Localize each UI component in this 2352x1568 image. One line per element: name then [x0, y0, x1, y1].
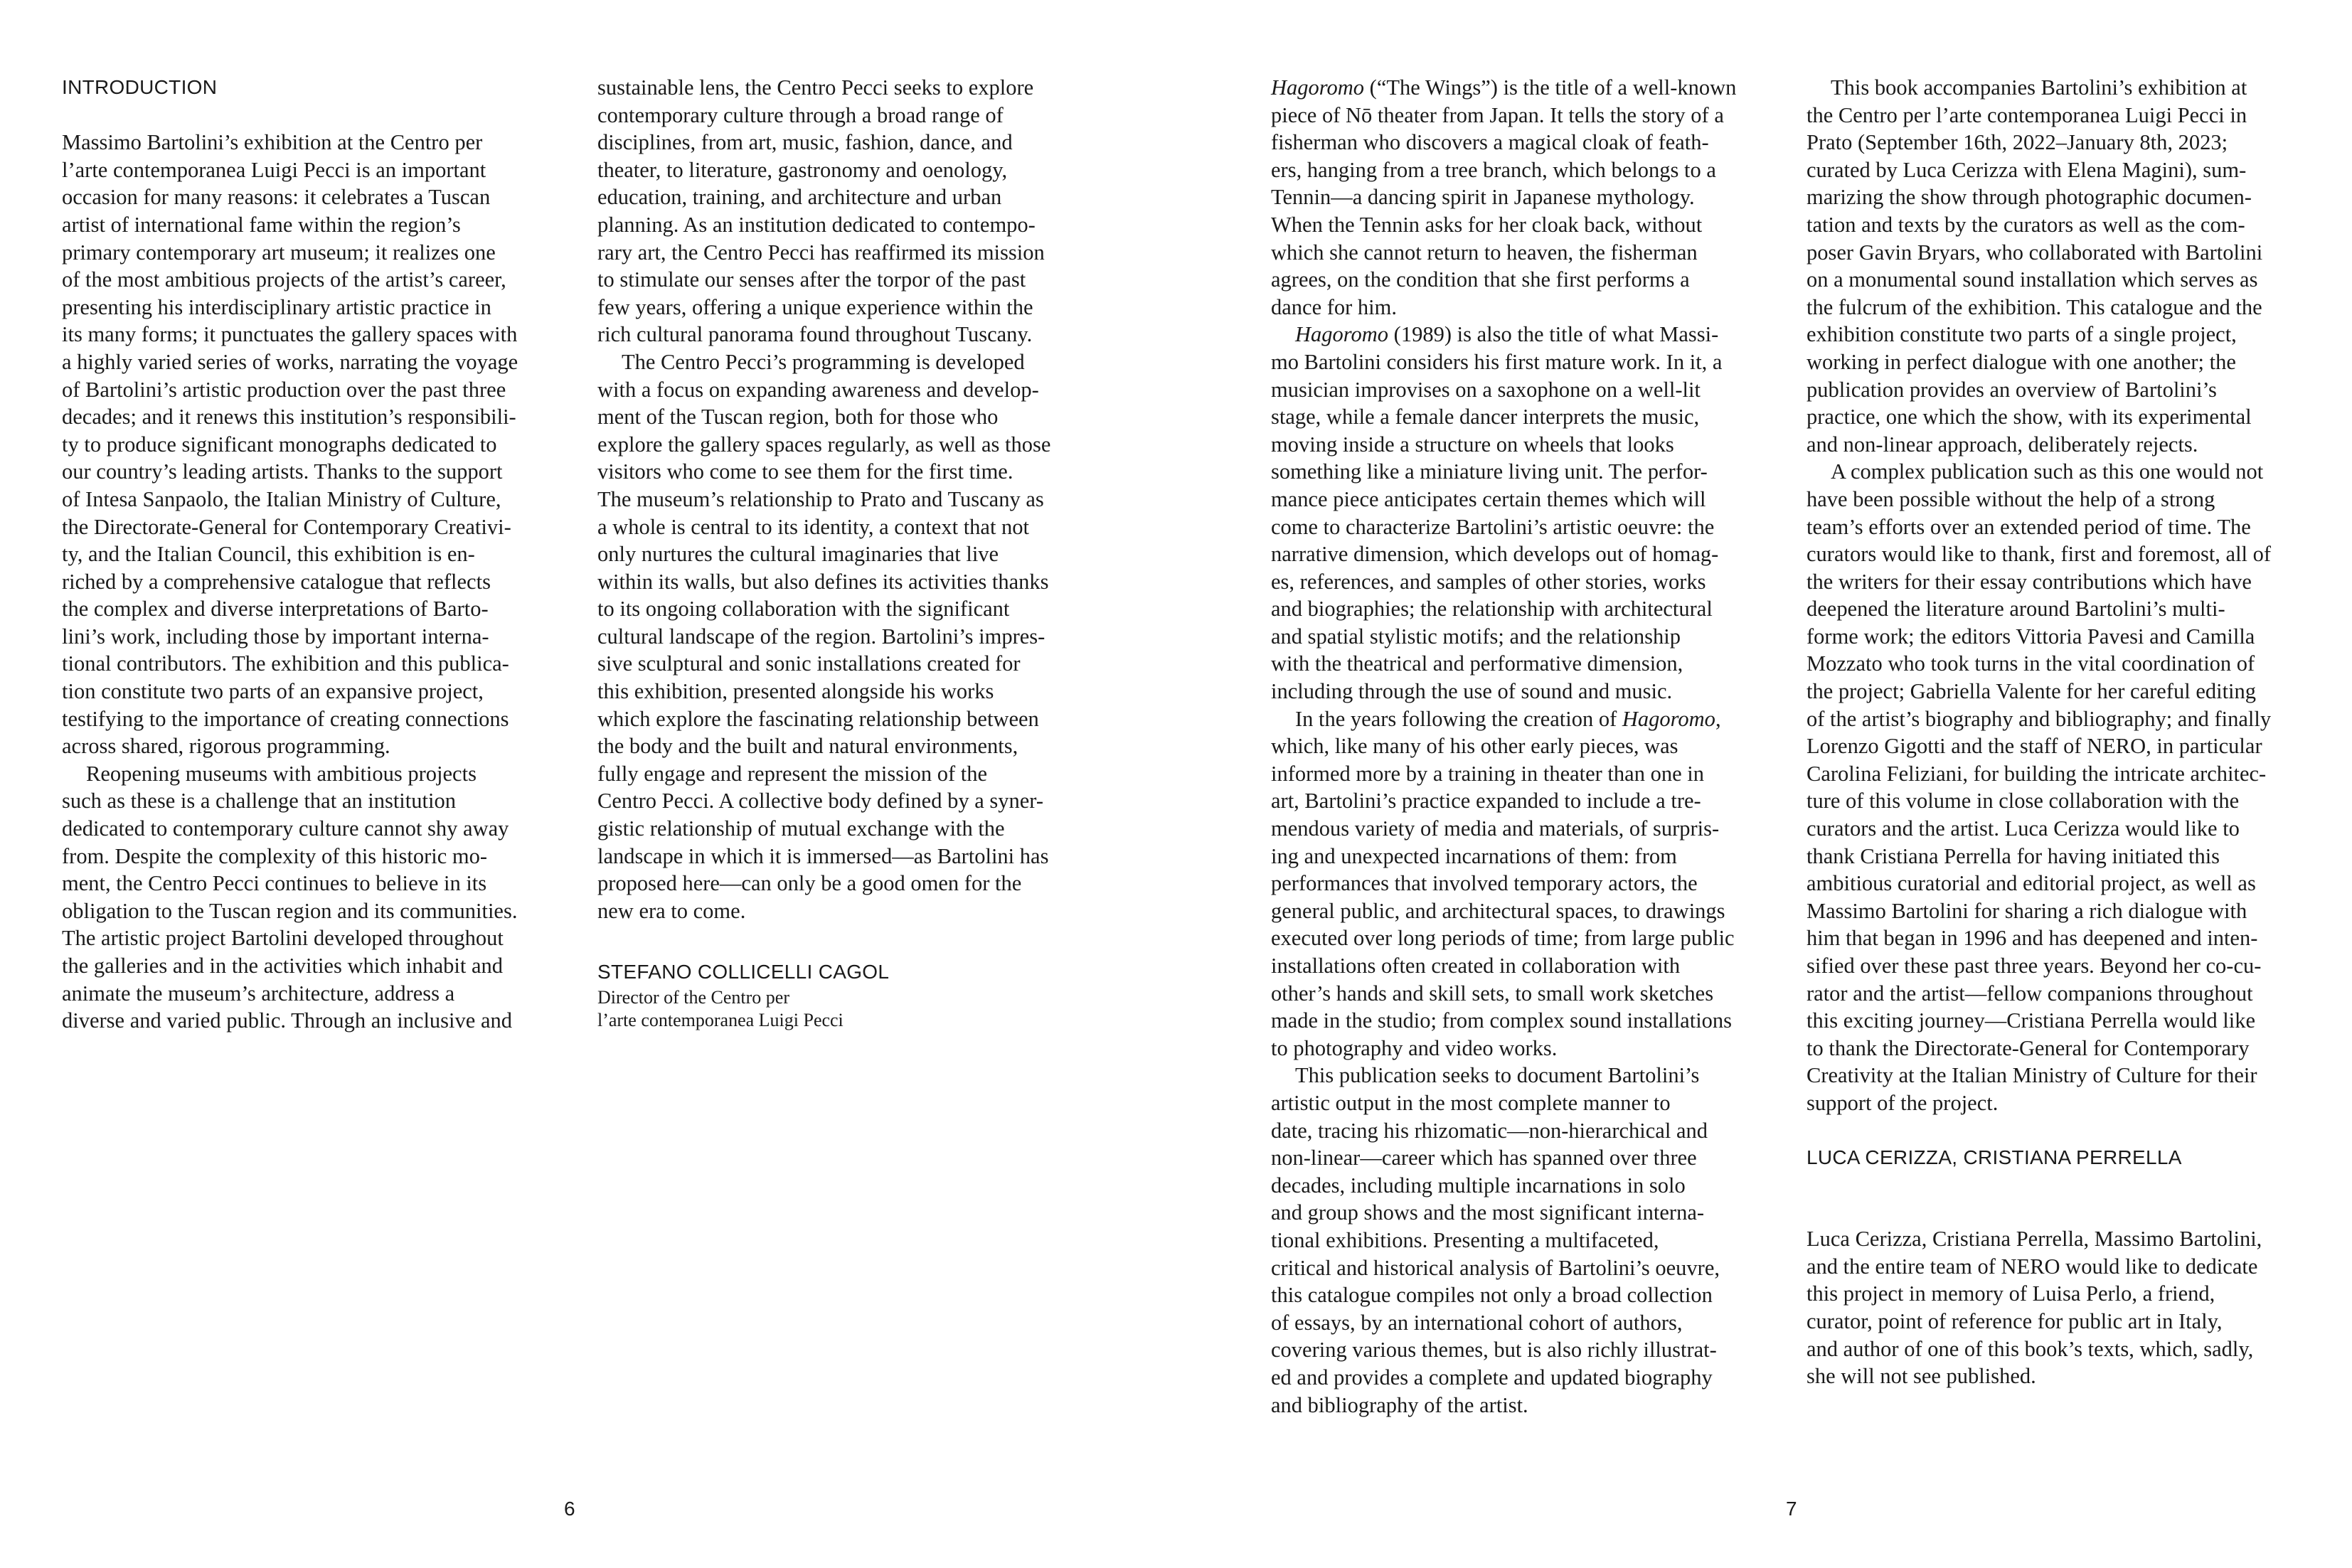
text-line: a whole is central to its identity, a context that not [597, 514, 1030, 539]
text-line: the complex and diverse interpretations of Barto- [62, 597, 489, 622]
text-line: of the most ambitious projects of the artist’s career, [62, 267, 506, 292]
text-line: this catalogue compiles not only a broad collection [1271, 1283, 1713, 1308]
text-line: dance for him. [1271, 294, 1397, 319]
text-line: agrees, on the condition that she first performs a [1271, 267, 1690, 292]
work-title: Hagoromo [1295, 322, 1389, 347]
text-line: have been possible without the help of a strong [1806, 486, 2215, 511]
text-line: critical and historical analysis of Bartolini’s oeuvre, [1271, 1255, 1720, 1280]
text-line: the writers for their essay contributions which have [1806, 569, 2252, 594]
author-role [597, 986, 1110, 1032]
text-line: practice, one which the show, with its experimental [1806, 405, 2252, 430]
text-line: of the artist’s biography and bibliography; and finally [1806, 706, 2272, 731]
text-line: our country’s leading artists. Thanks to the support [62, 459, 503, 484]
page-number-left: 6 [564, 1498, 575, 1520]
paragraph [62, 760, 574, 1035]
text-line: including through the use of sound and music. [1271, 679, 1673, 704]
text-line: disciplines, from art, music, fashion, dance, and [597, 130, 1013, 155]
section-heading [62, 74, 574, 102]
column-4 [1806, 74, 2319, 1390]
text-line: the body and the built and natural environments, [597, 734, 1018, 759]
paragraph [1271, 705, 1783, 1062]
text-line: ment, the Centro Pecci continues to believe in its [62, 871, 487, 896]
text-line: curated by Luca Cerizza with Elena Magini), sum- [1806, 157, 2247, 182]
text-line: theater, to literature, gastronomy and oenology, [597, 157, 1008, 182]
text-line: ment of the Tuscan region, both for those who [597, 405, 999, 430]
text-line: performances that involved temporary actors, the [1271, 871, 1698, 896]
text-line: cultural landscape of the region. Bartolini’s impres- [597, 624, 1045, 649]
text-line: Reopening museums with ambitious projects [86, 761, 477, 786]
text-line: on a monumental sound installation which serves as [1806, 267, 2258, 292]
text-line: him that began in 1996 and has deepened and inten- [1806, 926, 2258, 951]
text-line: with the theatrical and performative dimension, [1271, 651, 1683, 676]
text-line: fully engage and represent the mission of the [597, 761, 987, 786]
column-3 [1271, 74, 1783, 1419]
author-signature [1806, 1144, 2319, 1172]
text-line: This publication seeks to document Bartolini’s [1295, 1063, 1700, 1088]
text-line: musician improvises on a saxophone on a well-lit [1271, 377, 1701, 402]
text-line: ers, hanging from a tree branch, which belongs to a [1271, 157, 1716, 182]
column-2 [597, 74, 1110, 1032]
text-line: such as these is a challenge that an institution [62, 789, 456, 814]
text-line: piece of Nō theater from Japan. It tells the story of a [1271, 102, 1724, 127]
text-line: education, training, and architecture and urban [597, 185, 1002, 210]
text-line: mendous variety of media and materials, of surpris- [1271, 816, 1720, 841]
text-line: primary contemporary art museum; it realizes one [62, 240, 496, 265]
text-line: non-linear—career which has spanned over three [1271, 1146, 1697, 1170]
text-line: riched by a comprehensive catalogue that reflects [62, 569, 491, 594]
text-line: contemporary culture through a broad range of [597, 102, 1004, 127]
text-line: explore the gallery spaces regularly, as well as those [597, 432, 1051, 457]
text-line: to thank the Directorate-General for Contemporary [1806, 1035, 2250, 1060]
text-line: artistic output in the most complete manner to [1271, 1090, 1671, 1115]
text-line: planning. As an institution dedicated to contempo- [597, 212, 1036, 237]
text-line: occasion for many reasons: it celebrates a Tuscan [62, 185, 491, 210]
text-line: Mozzato who took turns in the vital coordination of [1806, 651, 2255, 676]
text-line: to its ongoing collaboration with the significant [597, 597, 1010, 622]
text-line: decades; and it renews this institution’s responsibili- [62, 405, 516, 430]
text-line: of Intesa Sanpaolo, the Italian Ministry of Culture, [62, 486, 501, 511]
paragraph [1271, 74, 1783, 321]
text-line: exhibition constitute two parts of a single project, [1806, 322, 2237, 347]
column-1 [62, 74, 574, 1035]
text-line: forme work; the editors Vittoria Pavesi and Camilla [1806, 624, 2255, 649]
text-line: few years, offering a unique experience within the [597, 294, 1033, 319]
text-line: new era to come. [597, 898, 746, 923]
text-line: A complex publication such as this one would not [1831, 459, 2264, 484]
text-line: the galleries and in the activities which inhabit and [62, 954, 503, 978]
text-line: artist of international fame within the region’s [62, 212, 461, 237]
text-line: INTRODUCTION [62, 76, 218, 98]
text-line: to photography and video works. [1271, 1035, 1558, 1060]
paragraph [1806, 74, 2319, 458]
text-line: STEFANO COLLICELLI CAGOL [597, 961, 890, 983]
work-title: Hagoromo [1622, 706, 1715, 731]
text-line: Creativity at the Italian Ministry of Culture for their [1806, 1063, 2257, 1088]
text-line: marizing the show through photographic documen- [1806, 185, 2252, 210]
text-line: mo Bartolini considers his first mature work. In it, a [1271, 349, 1723, 374]
text-line: its many forms; it punctuates the gallery spaces with [62, 322, 518, 347]
paragraph [1271, 321, 1783, 705]
text-line: publication provides an overview of Bartolini’s [1806, 377, 2217, 402]
page-number-right: 7 [1786, 1498, 1797, 1520]
text-line: rator and the artist—fellow companions throughout [1806, 981, 2253, 1006]
text-line: curators and the artist. Luca Cerizza would like to [1806, 816, 2240, 841]
text-line: come to characterize Bartolini’s artistic oeuvre: the [1271, 514, 1715, 539]
text-line: tional contributors. The exhibition and this publica- [62, 651, 509, 676]
text-line: When the Tennin asks for her cloak back, without [1271, 212, 1703, 237]
text-line: ty, and the Italian Council, this exhibition is en- [62, 542, 475, 567]
paragraph [1271, 1062, 1783, 1419]
text-line: and the entire team of NERO would like to dedicate [1806, 1254, 2258, 1279]
text-line: poser Gavin Bryars, who collaborated with Bartolini [1806, 240, 2263, 265]
text-line: the fulcrum of the exhibition. This catalogue and the [1806, 294, 2262, 319]
text-line: ty to produce significant monographs dedicated to [62, 432, 497, 457]
text-line: across shared, rigorous programming. [62, 734, 390, 759]
text-line: dedicated to contemporary culture cannot shy away [62, 816, 509, 841]
text-line: l’arte contemporanea Luigi Pecci is an important [62, 157, 486, 182]
text-line: ed and provides a complete and updated biography [1271, 1365, 1713, 1390]
text-line: Prato (September 16th, 2022–January 8th, 2023; [1806, 130, 2228, 155]
text-line: gistic relationship of mutual exchange with the [597, 816, 1005, 841]
text-line: ture of this volume in close collaboration with the [1806, 789, 2240, 814]
text-line: landscape in which it is immersed—as Bartolini has [597, 843, 1049, 868]
text-line: mance piece anticipates certain themes which will [1271, 486, 1706, 511]
text-line: decades, including multiple incarnations in solo [1271, 1173, 1686, 1198]
text-line: general public, and architectural spaces, to drawings [1271, 898, 1725, 923]
text-line: fisherman who discovers a magical cloak of feath- [1271, 130, 1709, 155]
text-line: sustainable lens, the Centro Pecci seeks to explore [597, 75, 1034, 100]
text-line: and spatial stylistic motifs; and the relationship [1271, 624, 1681, 649]
text-line: rary art, the Centro Pecci has reaffirmed its mission [597, 240, 1045, 265]
text-line: other’s hands and skill sets, to small work sketches [1271, 981, 1714, 1006]
text-line: support of the project. [1806, 1090, 1999, 1115]
text-line: The Centro Pecci’s programming is developed [622, 349, 1025, 374]
author-signature [597, 959, 1110, 986]
paragraph [62, 129, 574, 760]
text-line: made in the studio; from complex sound installations [1271, 1008, 1733, 1033]
text-line: tation and texts by the curators as well as the com- [1806, 212, 2245, 237]
text-line: Massimo Bartolini’s exhibition at the Centro per [62, 130, 483, 155]
text-line: lini’s work, including those by important interna- [62, 624, 489, 649]
text-line: something like a miniature living unit. The perfor- [1271, 459, 1708, 484]
paragraph [1806, 458, 2319, 1116]
text-line: es, references, and samples of other stories, works [1271, 569, 1706, 594]
text-line: and author of one of this book’s texts, which, sadly, [1806, 1336, 2254, 1361]
text-line: curators would like to thank, first and foremost, all of [1806, 542, 2272, 567]
work-title: Hagoromo [1271, 75, 1365, 100]
text-line: ambitious curatorial and editorial project, as well as [1806, 871, 2256, 896]
text-line: diverse and varied public. Through an inclusive and [62, 1008, 512, 1033]
text-line: sive sculptural and sonic installations created for [597, 651, 1021, 676]
text-line: to stimulate our senses after the torpor of the past [597, 267, 1026, 292]
text-line: from. Despite the complexity of this historic mo- [62, 843, 488, 868]
text-line: Carolina Feliziani, for building the intricate architec- [1806, 761, 2267, 786]
text-line: which she cannot return to heaven, the fisherman [1271, 240, 1698, 265]
text-line: the project; Gabriella Valente for her careful editing [1806, 679, 2257, 704]
text-line: informed more by a training in theater than one in [1271, 761, 1704, 786]
text-line: working in perfect dialogue with one another; the [1806, 349, 2236, 374]
text-line: which explore the fascinating relationship between [597, 706, 1039, 731]
text-line: Tennin—a dancing spirit in Japanese mythology. [1271, 185, 1695, 210]
text-line: executed over long periods of time; from large public [1271, 926, 1735, 951]
text-line: animate the museum’s architecture, address a [62, 981, 455, 1006]
text-line: sified over these past three years. Beyond her co-cu- [1806, 954, 2262, 978]
text-line: tion constitute two parts of an expansive project, [62, 679, 484, 704]
text-line: the Centro per l’arte contemporanea Luigi Pecci in [1806, 102, 2247, 127]
text-line: art, Bartolini’s practice expanded to include a tre- [1271, 789, 1701, 814]
text-line: a highly varied series of works, narrating the voyage [62, 349, 518, 374]
text-line: with a focus on expanding awareness and develop- [597, 377, 1039, 402]
text-line: curator, point of reference for public art in Italy, [1806, 1308, 2223, 1333]
text-line: and group shows and the most significant interna- [1271, 1200, 1705, 1225]
text-line: visitors who come to see them for the first time. [597, 459, 1013, 484]
text-line: Lorenzo Gigotti and the staff of NERO, in particular [1806, 734, 2262, 759]
paragraph [597, 74, 1110, 348]
text-line: this exciting journey—Cristiana Perrella would like [1806, 1008, 2256, 1033]
text-line: moving inside a structure on wheels that looks [1271, 432, 1674, 457]
text-line: Centro Pecci. A collective body defined by a syner- [597, 789, 1043, 814]
text-line: LUCA CERIZZA, CRISTIANA PERRELLA [1806, 1146, 2182, 1168]
text-line: and non-linear approach, deliberately rejects. [1806, 432, 2198, 457]
text-line: tional exhibitions. Presenting a multifaceted, [1271, 1227, 1659, 1252]
paragraph [597, 348, 1110, 924]
text-line: stage, while a female dancer interprets the music, [1271, 405, 1700, 430]
text-line: of Bartolini’s artistic production over the past three [62, 377, 506, 402]
text-line: narrative dimension, which develops out of homag- [1271, 542, 1719, 567]
text-line: l’arte contemporanea Luigi Pecci [597, 1010, 844, 1030]
text-line: Hagoromo (“The Wings”) is the title of a well-known [1271, 75, 1737, 100]
text-line: this project in memory of Luisa Perlo, a friend, [1806, 1281, 2215, 1306]
text-line: of essays, by an international cohort of authors, [1271, 1310, 1683, 1335]
text-line: This book accompanies Bartolini’s exhibition at [1831, 75, 2247, 100]
text-line: covering various themes, but is also richly illustrat- [1271, 1338, 1717, 1362]
text-line: Luca Cerizza, Cristiana Perrella, Massimo Bartolini, [1806, 1227, 2262, 1252]
text-line: and bibliography of the artist. [1271, 1392, 1528, 1417]
text-line: installations often created in collaboration with [1271, 954, 1681, 978]
text-line: Hagoromo (1989) is also the title of what Massi- [1295, 322, 1719, 347]
text-line: testifying to the importance of creating connections [62, 706, 509, 731]
text-line: Director of the Centro per [597, 987, 790, 1008]
dedication-paragraph [1806, 1225, 2319, 1390]
text-line: rich cultural panorama found throughout Tuscany. [597, 322, 1033, 347]
text-line: only nurtures the cultural imaginaries that live [597, 542, 999, 567]
text-line: this exhibition, presented alongside his works [597, 679, 994, 704]
text-line: Massimo Bartolini for sharing a rich dialogue with [1806, 898, 2247, 923]
text-line: The artistic project Bartolini developed throughout [62, 926, 504, 951]
text-line: team’s efforts over an extended period of time. The [1806, 514, 2251, 539]
text-line: she will not see published. [1806, 1364, 2036, 1389]
text-line: obligation to the Tuscan region and its communities. [62, 898, 518, 923]
text-line: and biographies; the relationship with architectural [1271, 597, 1713, 622]
text-line: within its walls, but also defines its activities thanks [597, 569, 1049, 594]
text-line: deepened the literature around Bartolini’s multi- [1806, 597, 2225, 622]
text-line: The museum’s relationship to Prato and Tuscany as [597, 486, 1044, 511]
text-line: presenting his interdisciplinary artistic practice in [62, 294, 491, 319]
text-line: thank Cristiana Perrella for having initiated this [1806, 843, 2220, 868]
text-line: date, tracing his rhizomatic—non-hierarchical and [1271, 1118, 1708, 1143]
text-line: the Directorate-General for Contemporary Creativi- [62, 514, 511, 539]
text-line: In the years following the creation of Hagoromo, [1295, 706, 1721, 731]
text-line: proposed here—can only be a good omen for the [597, 871, 1022, 896]
text-line: ing and unexpected incarnations of them: from [1271, 843, 1677, 868]
text-line: which, like many of his other early pieces, was [1271, 734, 1678, 759]
